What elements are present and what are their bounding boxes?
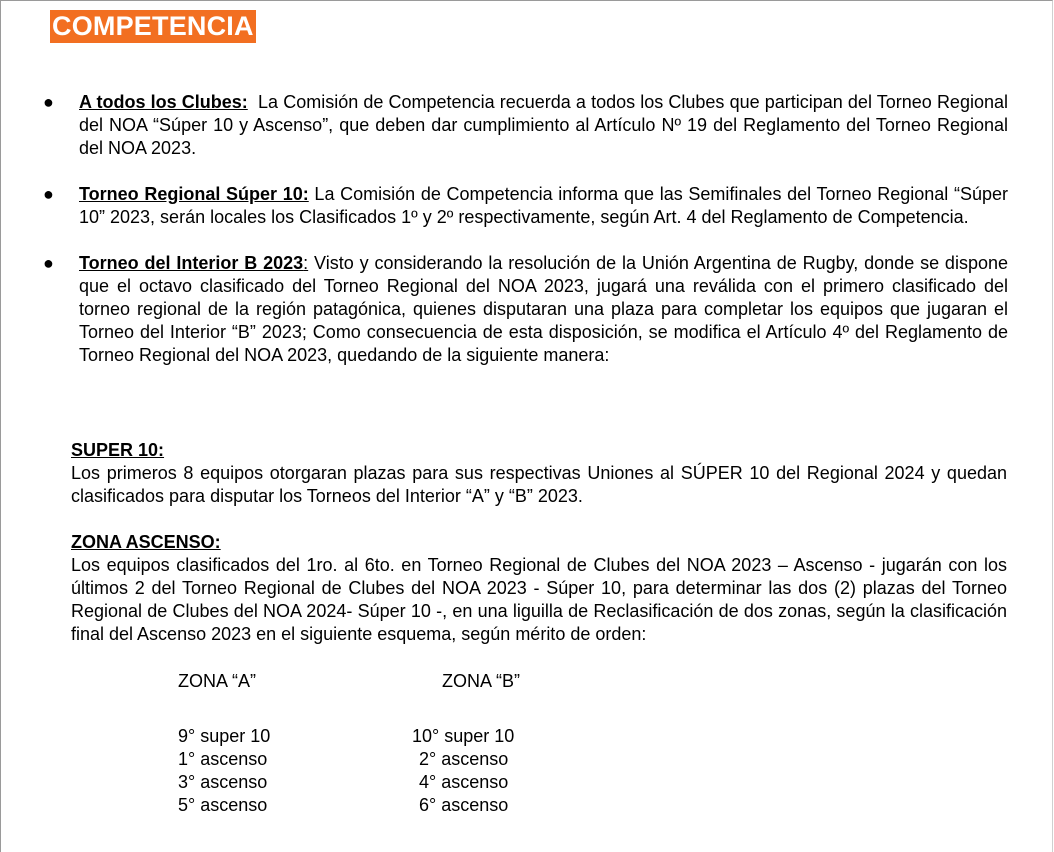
section-title-banner: COMPETENCIA (52, 11, 254, 41)
announcement-text: La Comisión de Competencia recuerda a todos los Clubes que participan del Torneo Regional del NOA “Súper 10 y Ascenso”, que deben dar cumplimiento al Artículo Nº 19 del Reglamento del Torneo Regional del NOA 2023. (79, 92, 1014, 158)
bullet-icon: ● (43, 253, 54, 273)
zone-a-entry: 5° ascenso (178, 795, 268, 815)
zone-b-title: ZONA “B” (442, 671, 521, 691)
bullet-icon: ● (43, 184, 54, 204)
announcement-list (40, 91, 1014, 390)
zone-a-entry: 9° super 10 (178, 726, 271, 746)
zone-b-entry: 2° ascenso (419, 749, 509, 769)
super10-section (71, 439, 1007, 508)
zone-a-entry: 1° ascenso (178, 749, 268, 769)
announcement-text: La Comisión de Competencia informa que las Semifinales del Torneo Regional “Súper 10” 2023, serán locales los Clasificados 1º y 2º respectivamente, según Art. 4 del Reglamento de Competencia. (79, 184, 1014, 227)
announcement-heading: Torneo del Interior B 2023 (79, 253, 304, 273)
zona-ascenso-heading: ZONA ASCENSO: (71, 532, 221, 552)
zona-ascenso-section (71, 531, 1007, 646)
zone-a-entry: 3° ascenso (178, 772, 268, 792)
zone-b-entry: 10° super 10 (412, 726, 515, 746)
announcement-interior-b (40, 252, 1014, 367)
zone-a-column (178, 670, 270, 817)
bullet-icon: ● (43, 92, 54, 112)
zone-a-title: ZONA “A” (178, 671, 257, 691)
announcement-text: Visto y considerando la resolución de la Unión Argentina de Rugby, donde se dispone que el octavo clasificado del Torneo Regional del NOA 2023, jugará una reválida con el primero clasificado del torneo regional de la región patagónica, quienes disputaran una plaza para completar los equipos que jugaran el Torneo del Interior “B” 2023; Como consecuencia de esta disposición, se modifica el Artículo 4º del Reglamento de Torneo Regional del NOA 2023, quedando de la siguiente manera: (79, 253, 1014, 365)
announcement-clubes (40, 91, 1014, 160)
zone-b-entry: 4° ascenso (419, 772, 509, 792)
zone-b-column (412, 670, 520, 817)
super10-text: Los primeros 8 equipos otorgaran plazas para sus respectivas Uniones al SÚPER 10 del Regional 2024 y quedan clasificados para disputar los Torneos del Interior “A” y “B” 2023. (71, 463, 1007, 506)
announcement-heading-suffix: : (303, 253, 309, 273)
super10-heading: SUPER 10: (71, 440, 165, 460)
announcement-super10 (40, 183, 1014, 229)
zone-b-entry: 6° ascenso (419, 795, 509, 815)
zona-ascenso-text: Los equipos clasificados del 1ro. al 6to. en Torneo Regional de Clubes del NOA 2023 – Ascenso - jugarán con los últimos 2 del Torneo Regional de Clubes del NOA 2023 - Súper 10, para determinar las dos (2) plazas del Torneo Regional de Clubes del NOA 2024- Súper 10 -, en una liguilla de Reclasificación de dos zonas, según la clasificación final del Ascenso 2023 en el siguiente esquema, según mérito de orden: (71, 555, 1007, 644)
announcement-heading: A todos los Clubes: (79, 92, 248, 112)
announcement-heading: Torneo Regional Súper 10: (79, 184, 309, 204)
